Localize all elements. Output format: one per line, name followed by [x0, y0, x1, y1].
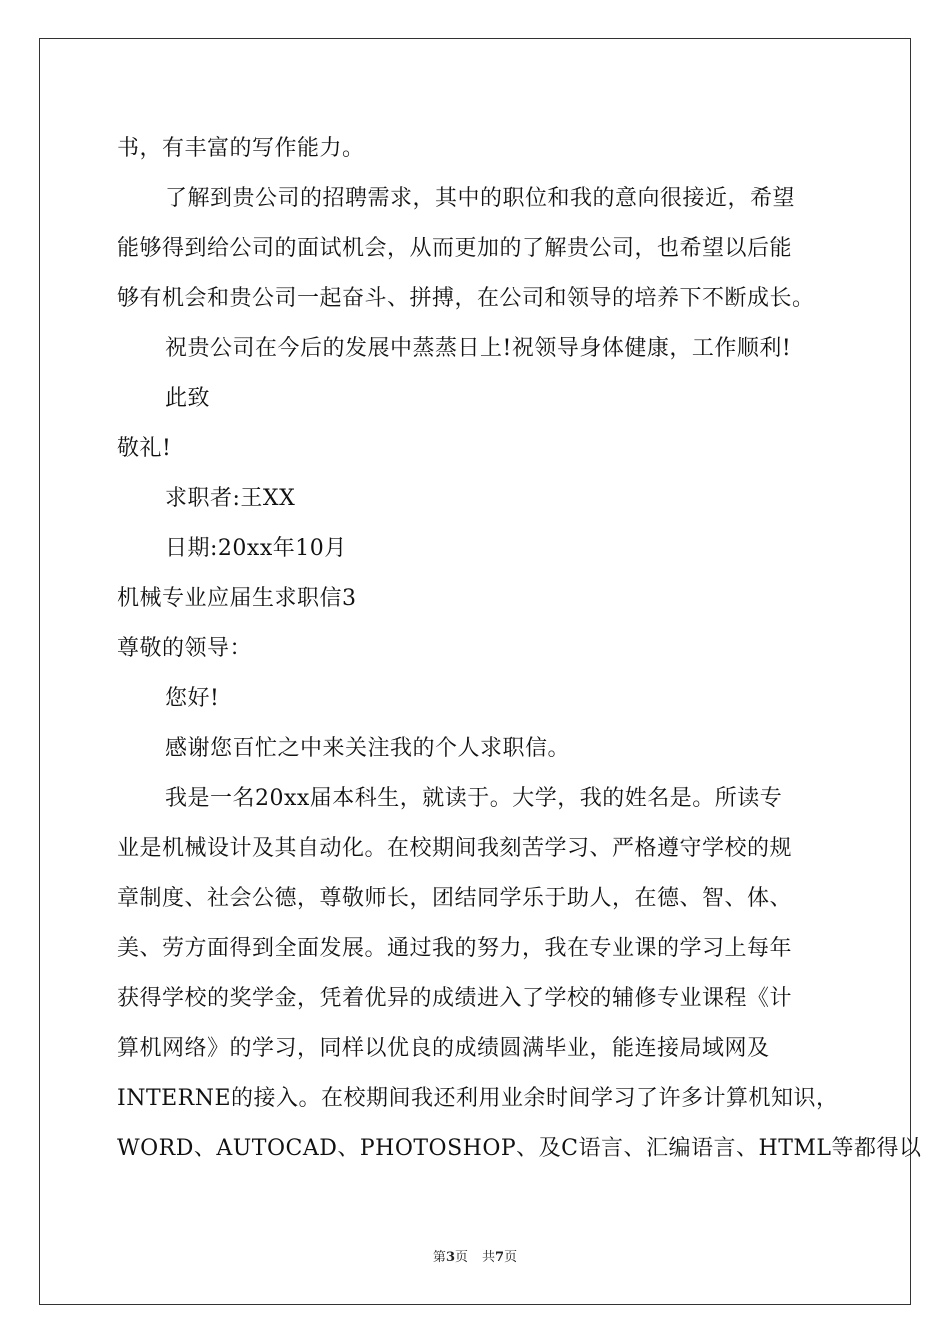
text-line: WORD、AUTOCAD、PHOTOSHOP、及C语言、汇编语言、HTML等都得以: [117, 1136, 922, 1161]
text-line: 尊敬的领导：: [117, 636, 253, 661]
document-body: [117, 124, 922, 1174]
text-line: 祝贵公司在今后的发展中蒸蒸日上!祝领导身体健康，工作顺利!: [165, 336, 792, 361]
page-suffix: 页: [454, 1250, 468, 1265]
text-line: 业是机械设计及其自动化。在校期间我刻苦学习、严格遵守学校的规: [117, 836, 793, 861]
total-suffix: 页: [504, 1250, 518, 1265]
text-line: 感谢您百忙之中来关注我的个人求职信。: [165, 736, 571, 761]
text-line: 获得学校的奖学金，凭着优异的成绩进入了学校的辅修专业课程《计: [117, 986, 793, 1011]
text-line: 美、劳方面得到全面发展。通过我的努力，我在专业课的学习上每年: [117, 936, 793, 961]
text-line: 日期:20xx年10月: [165, 536, 347, 561]
text-line: 此致: [165, 386, 211, 411]
text-line: INTERNE的接入。在校期间我还利用业余时间学习了许多计算机知识，: [117, 1086, 839, 1111]
text-line: 敬礼!: [117, 436, 172, 461]
text-line: 您好!: [165, 686, 220, 711]
text-line: 我是一名20xx届本科生，就读于。大学，我的姓名是。所读专: [165, 786, 783, 811]
total-pages: 7: [495, 1250, 505, 1265]
page-current: 3: [445, 1250, 455, 1265]
text-line: 算机网络》的学习，同样以优良的成绩圆满毕业，能连接局域网及: [117, 1036, 770, 1061]
text-line: 能够得到给公司的面试机会，从而更加的了解贵公司，也希望以后能: [117, 236, 793, 261]
text-line: 够有机会和贵公司一起奋斗、拼搏，在公司和领导的培养下不断成长。: [117, 286, 815, 311]
text-line: 机械专业应届生求职信3: [117, 586, 357, 611]
page-prefix: 第: [432, 1250, 446, 1265]
text-line: 书，有丰富的写作能力。: [117, 136, 365, 161]
total-prefix: 共: [482, 1250, 496, 1265]
text-line: 求职者:王XX: [165, 486, 296, 511]
page-footer: [0, 1246, 950, 1265]
text-line: 了解到贵公司的招聘需求，其中的职位和我的意向很接近，希望: [165, 186, 796, 211]
text-line: 章制度、社会公德，尊敬师长，团结同学乐于助人，在德、智、体、: [117, 886, 793, 911]
